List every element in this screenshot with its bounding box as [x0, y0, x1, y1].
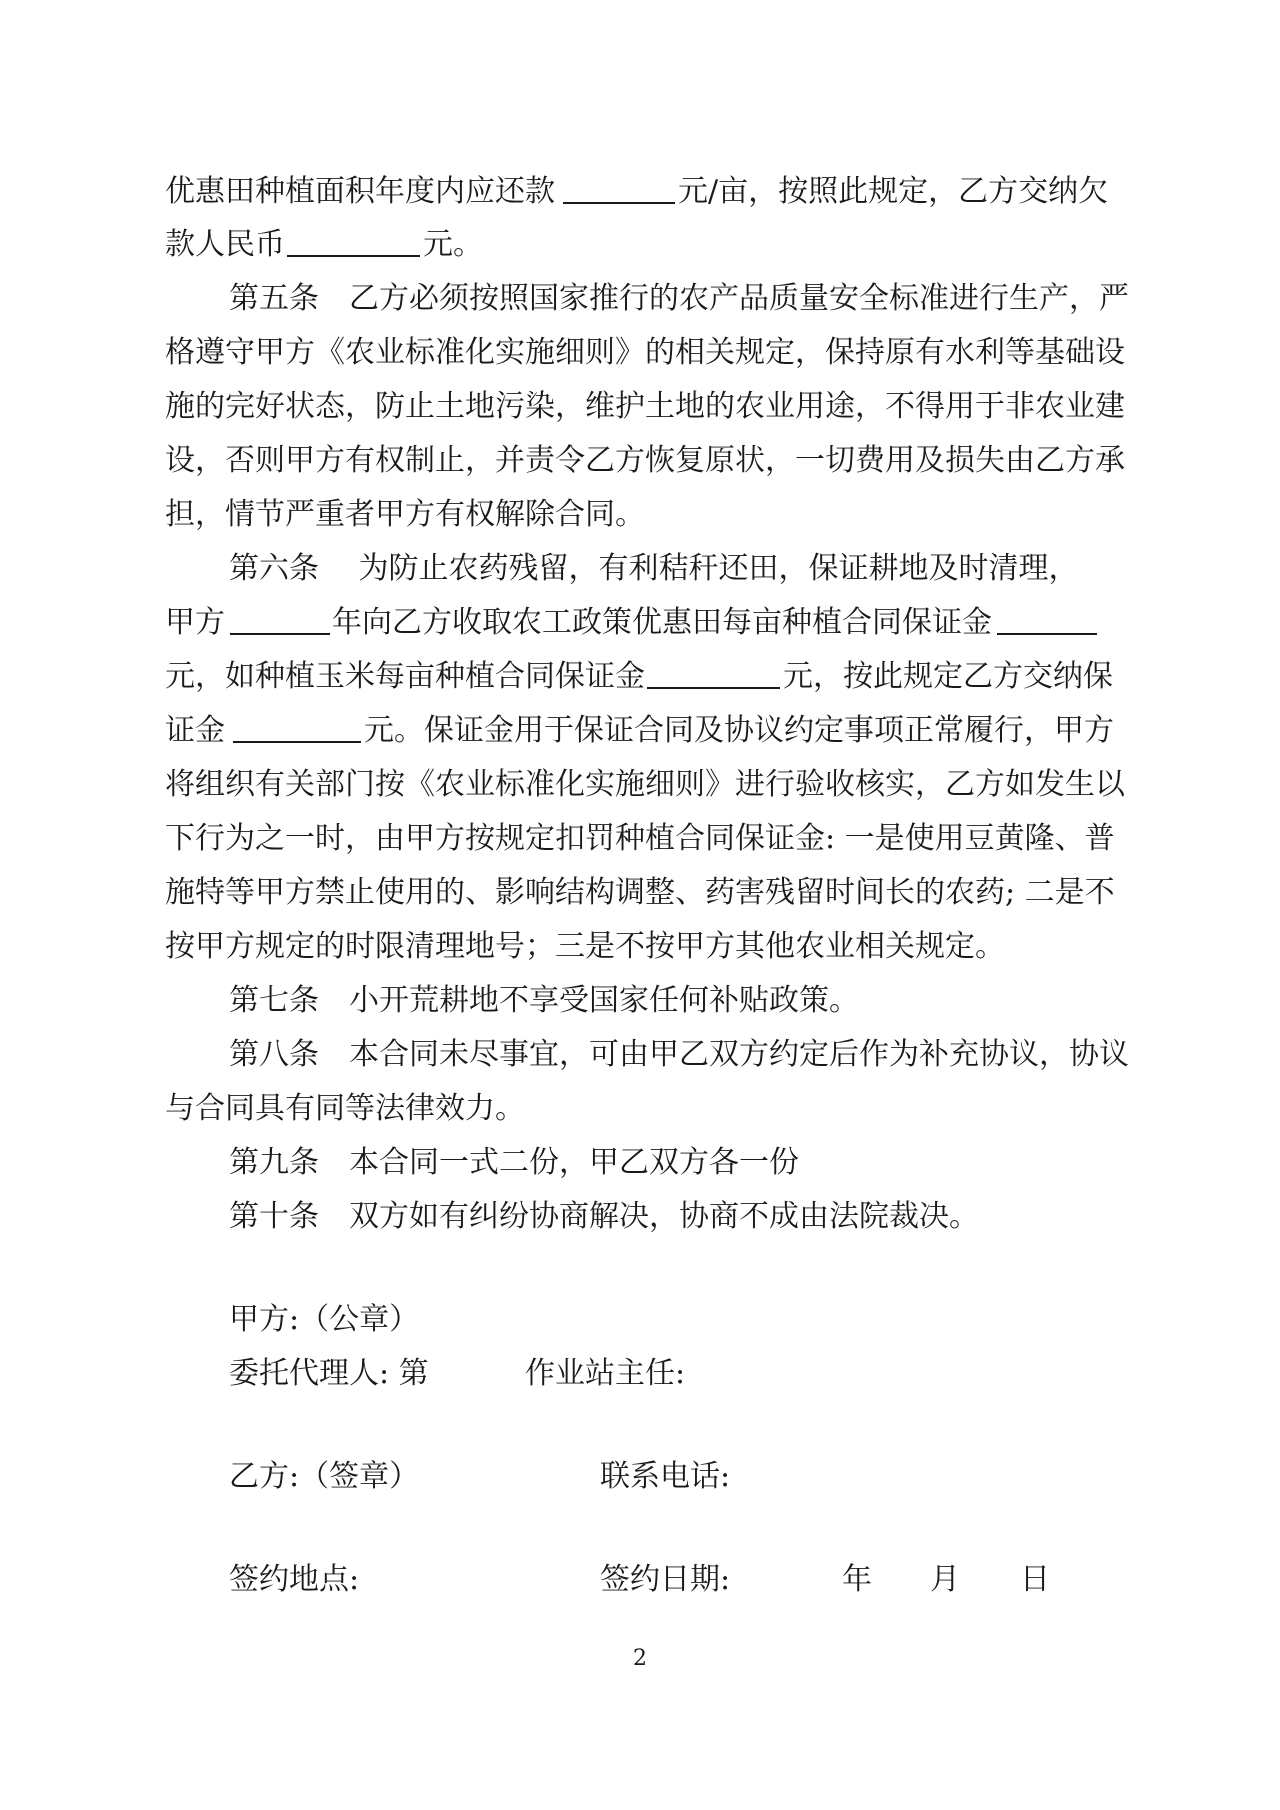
phone-label: 联系电话: [600, 1459, 731, 1494]
article-7-line: 第七条 小开荒耕地不享受国家任何补贴政策。 [229, 983, 859, 1018]
year-label: 年 [842, 1562, 872, 1597]
article-8-line: 第八条 本合同未尽事宜，可由甲乙双方约定后作为补充协议，协议 [229, 1037, 1129, 1072]
agent-label: 委托代理人: 第 [229, 1356, 429, 1391]
article-6-span: 年向乙方收取农工政策优惠田每亩种植合同保证金 [332, 605, 992, 640]
station-head-label: 作业站主任: [525, 1356, 686, 1391]
text-span: 元/亩，按照此规定，乙方交纳欠 [678, 174, 1109, 209]
fill-blank [230, 603, 330, 635]
place-label: 签约地点: [229, 1562, 360, 1597]
party-b-label: 乙方:（签章） [229, 1459, 420, 1494]
page-number: 2 [633, 1646, 647, 1671]
article-6-line: 下行为之一时，由甲方按规定扣罚种植合同保证金: 一是使用豆黄隆、普 [165, 821, 1115, 856]
article-5-line: 设，否则甲方有权制止，并责令乙方恢复原状，一切费用及损失由乙方承 [165, 443, 1125, 478]
article-6-line: 将组织有关部门按《农业标准化实施细则》进行验收核实，乙方如发生以 [165, 767, 1125, 802]
article-10-line: 第十条 双方如有纠纷协商解决，协商不成由法院裁决。 [229, 1199, 979, 1234]
article-5-line: 格遵守甲方《农业标准化实施细则》的相关规定，保持原有水利等基础设 [165, 335, 1125, 370]
text-span: 款人民币 [165, 227, 285, 262]
article-6-span: 甲方 [165, 605, 225, 640]
text-span: 元。 [423, 227, 483, 262]
article-8-line: 与合同具有同等法律效力。 [165, 1091, 525, 1126]
article-6-span: 元，如种植玉米每亩种植合同保证金 [165, 659, 645, 694]
text-span: 优惠田种植面积年度内应还款 [165, 174, 555, 209]
article-6-span: 元。保证金用于保证合同及协议约定事项正常履行，甲方 [364, 713, 1114, 748]
article-5-line: 施的完好状态，防止土地污染，维护土地的农业用途，不得用于非农业建 [165, 389, 1125, 424]
article-6-span: 元，按此规定乙方交纳保 [783, 659, 1113, 694]
article-9-line: 第九条 本合同一式二份，甲乙双方各一份 [229, 1145, 799, 1180]
date-label: 签约日期: [600, 1562, 731, 1597]
article-5-line: 第五条 乙方必须按照国家推行的农产品质量安全标准进行生产，严 [229, 281, 1129, 316]
article-6-line: 第六条 为防止农药残留，有利秸秆还田，保证耕地及时清理， [229, 551, 1079, 586]
fill-blank [233, 711, 361, 743]
month-label: 月 [930, 1562, 960, 1597]
fill-blank [997, 603, 1097, 635]
fill-blank [287, 225, 420, 257]
fill-blank [563, 172, 675, 204]
party-a-label: 甲方:（公章） [229, 1302, 420, 1337]
day-label: 日 [1020, 1562, 1050, 1597]
article-6-line: 施特等甲方禁止使用的、影响结构调整、药害残留时间长的农药; 二是不 [165, 875, 1115, 910]
fill-blank [647, 657, 780, 689]
article-6-line: 按甲方规定的时限清理地号；三是不按甲方其他农业相关规定。 [165, 929, 1005, 964]
article-5-line: 担，情节严重者甲方有权解除合同。 [165, 497, 645, 532]
article-6-span: 证金 [165, 713, 225, 748]
